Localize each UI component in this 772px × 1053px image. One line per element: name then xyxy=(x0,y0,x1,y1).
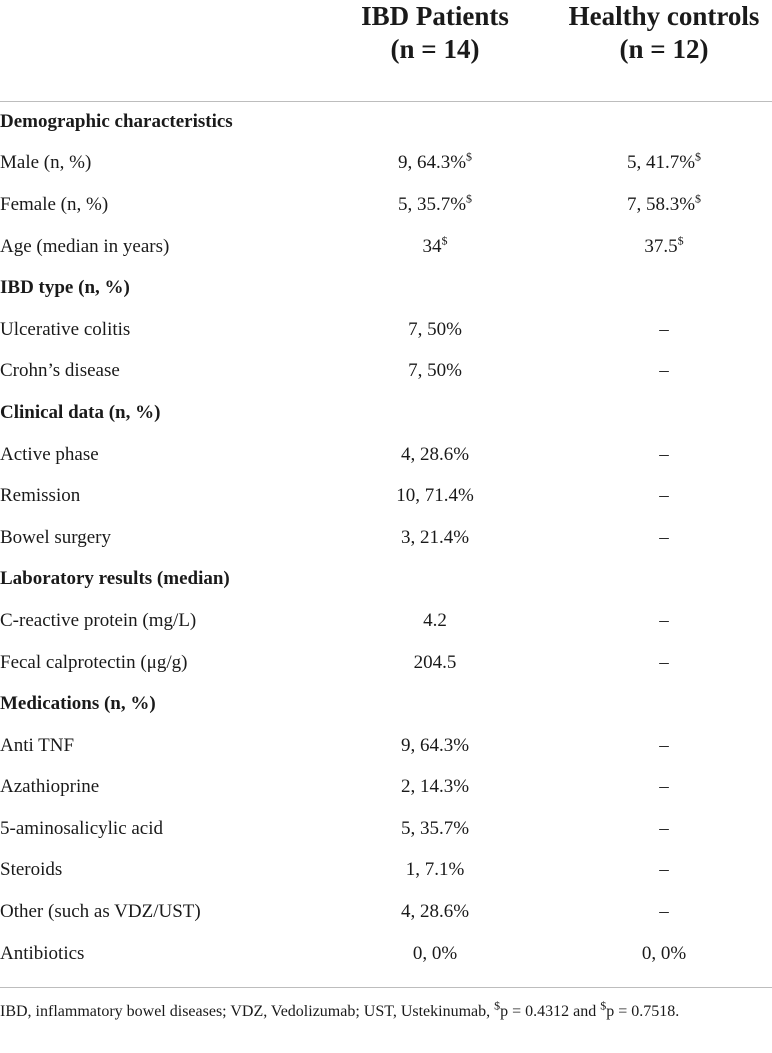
healthy-controls-value xyxy=(556,735,772,757)
cell-superscript: $ xyxy=(695,150,702,165)
healthy-controls-value xyxy=(556,818,772,840)
healthy-controls-value xyxy=(556,444,772,466)
healthy-controls-value xyxy=(556,943,772,965)
cell-value: – xyxy=(659,901,669,923)
ibd-patients-value xyxy=(312,818,558,840)
section-heading: Medications (n, %) xyxy=(0,693,156,715)
healthy-controls-value xyxy=(556,152,772,174)
row-label: Crohn’s disease xyxy=(0,360,120,382)
ibd-patients-value xyxy=(312,527,558,549)
row-label: 5-aminosalicylic acid xyxy=(0,817,164,839)
section-heading-row xyxy=(0,101,772,143)
cell-value: – xyxy=(659,485,669,507)
cell-value: 3, 21.4% xyxy=(400,526,470,548)
table-row xyxy=(0,434,772,476)
column-header-line: (n = 14) xyxy=(390,34,480,64)
row-label: Fecal calprotectin (μg/g) xyxy=(0,651,188,673)
healthy-controls-value xyxy=(556,527,772,549)
table-row xyxy=(0,226,772,268)
cell-value: 9, 64.3% xyxy=(397,152,467,174)
ibd-patients-value xyxy=(312,859,558,881)
table-header xyxy=(0,0,772,102)
cell-superscript: $ xyxy=(466,191,473,206)
cell-value: 204.5 xyxy=(413,651,457,673)
cell-value: – xyxy=(659,443,669,465)
section-heading: Laboratory results (median) xyxy=(0,568,230,590)
footnote-superscript: $ xyxy=(600,998,607,1013)
ibd-patients-value xyxy=(312,444,558,466)
column-header-line: IBD Patients xyxy=(361,1,509,31)
section-heading-row xyxy=(0,267,772,309)
cell-value: 7, 58.3% xyxy=(626,193,696,215)
table-body xyxy=(0,101,772,974)
section-heading: IBD type (n, %) xyxy=(0,277,130,299)
table-row xyxy=(0,725,772,767)
healthy-controls-value xyxy=(556,485,772,507)
healthy-controls-value xyxy=(556,360,772,382)
row-label: Azathioprine xyxy=(0,776,100,798)
column-header-line: Healthy controls xyxy=(568,1,760,31)
row-label: Antibiotics xyxy=(0,942,85,964)
column-header-ibd-patients xyxy=(312,0,558,66)
cell-value: 1, 7.1% xyxy=(405,859,465,881)
table-row xyxy=(0,642,772,684)
section-heading: Clinical data (n, %) xyxy=(0,401,161,423)
cell-value: 7, 50% xyxy=(408,360,462,382)
ibd-patients-value xyxy=(312,610,558,632)
cell-value: – xyxy=(659,817,669,839)
ibd-patients-value xyxy=(312,485,558,507)
table-row xyxy=(0,351,772,393)
row-label: Female (n, %) xyxy=(0,193,109,215)
cell-value: – xyxy=(659,318,669,340)
footnote-text: p = 0.7518. xyxy=(606,1003,680,1020)
cell-value: 5, 35.7% xyxy=(397,193,467,215)
healthy-controls-value xyxy=(556,610,772,632)
healthy-controls-value xyxy=(556,233,772,258)
row-label: Other (such as VDZ/UST) xyxy=(0,901,201,923)
footnote-superscript: $ xyxy=(494,998,501,1013)
ibd-patients-value xyxy=(312,735,558,757)
table-row xyxy=(0,600,772,642)
table-row xyxy=(0,184,772,226)
table-row xyxy=(0,767,772,809)
ibd-patients-value xyxy=(312,191,558,216)
footnote-text: p = 0.4312 and xyxy=(500,1003,601,1020)
ibd-patients-value xyxy=(312,776,558,798)
row-label: C-reactive protein (mg/L) xyxy=(0,609,197,631)
table-footnote xyxy=(0,1000,772,1024)
healthy-controls-value xyxy=(556,776,772,798)
cell-superscript: $ xyxy=(441,233,448,248)
column-header-healthy-controls xyxy=(556,0,772,66)
row-label: Steroids xyxy=(0,859,63,881)
cell-value: 34 xyxy=(422,235,442,257)
cell-value: 5, 41.7% xyxy=(626,152,696,174)
cell-value: 5, 35.7% xyxy=(400,817,470,839)
row-label: Ulcerative colitis xyxy=(0,318,131,340)
healthy-controls-value xyxy=(556,652,772,674)
ibd-patients-value xyxy=(312,901,558,923)
cell-superscript: $ xyxy=(695,191,702,206)
section-heading-row xyxy=(0,392,772,434)
healthy-controls-value xyxy=(556,191,772,216)
cell-value: 4, 28.6% xyxy=(400,443,470,465)
cell-value: 4.2 xyxy=(423,609,447,631)
cell-value: 2, 14.3% xyxy=(400,776,470,798)
cell-value: 0, 0% xyxy=(641,942,687,964)
cell-superscript: $ xyxy=(677,233,684,248)
cell-superscript: $ xyxy=(466,150,473,165)
cell-value: – xyxy=(659,360,669,382)
cell-value: – xyxy=(659,651,669,673)
ibd-patients-value xyxy=(312,233,558,258)
table-row xyxy=(0,850,772,892)
table-row xyxy=(0,517,772,559)
row-label: Bowel surgery xyxy=(0,526,111,548)
cell-value: – xyxy=(659,609,669,631)
cell-value: – xyxy=(659,734,669,756)
table-bottom-rule xyxy=(0,987,772,988)
cell-value: 9, 64.3% xyxy=(400,734,470,756)
section-heading-row xyxy=(0,683,772,725)
ibd-patients-value xyxy=(312,943,558,965)
cell-value: 10, 71.4% xyxy=(396,485,474,507)
cell-value: – xyxy=(659,859,669,881)
cell-value: – xyxy=(659,526,669,548)
ibd-patients-value xyxy=(312,652,558,674)
cell-value: 37.5 xyxy=(644,235,678,257)
table-row xyxy=(0,891,772,933)
row-label: Male (n, %) xyxy=(0,152,92,174)
column-header-line: (n = 12) xyxy=(619,34,709,64)
table-row xyxy=(0,309,772,351)
table-row xyxy=(0,933,772,975)
section-heading-row xyxy=(0,559,772,601)
row-label: Anti TNF xyxy=(0,734,75,756)
footnote-text: IBD, inflammatory bowel diseases; VDZ, Vedolizumab; UST, Ustekinumab, xyxy=(0,1003,495,1020)
table-row xyxy=(0,143,772,185)
healthy-controls-value xyxy=(556,859,772,881)
ibd-patients-value xyxy=(312,360,558,382)
cell-value: 0, 0% xyxy=(412,942,458,964)
cell-value: 7, 50% xyxy=(408,318,462,340)
cell-value: 4, 28.6% xyxy=(400,901,470,923)
row-label: Active phase xyxy=(0,443,99,465)
table-row xyxy=(0,475,772,517)
row-label: Age (median in years) xyxy=(0,235,170,257)
ibd-patients-value xyxy=(312,319,558,341)
table-row xyxy=(0,808,772,850)
ibd-patients-value xyxy=(312,152,558,174)
healthy-controls-value xyxy=(556,319,772,341)
section-heading: Demographic characteristics xyxy=(0,110,233,132)
cell-value: – xyxy=(659,776,669,798)
healthy-controls-value xyxy=(556,901,772,923)
row-label: Remission xyxy=(0,485,81,507)
